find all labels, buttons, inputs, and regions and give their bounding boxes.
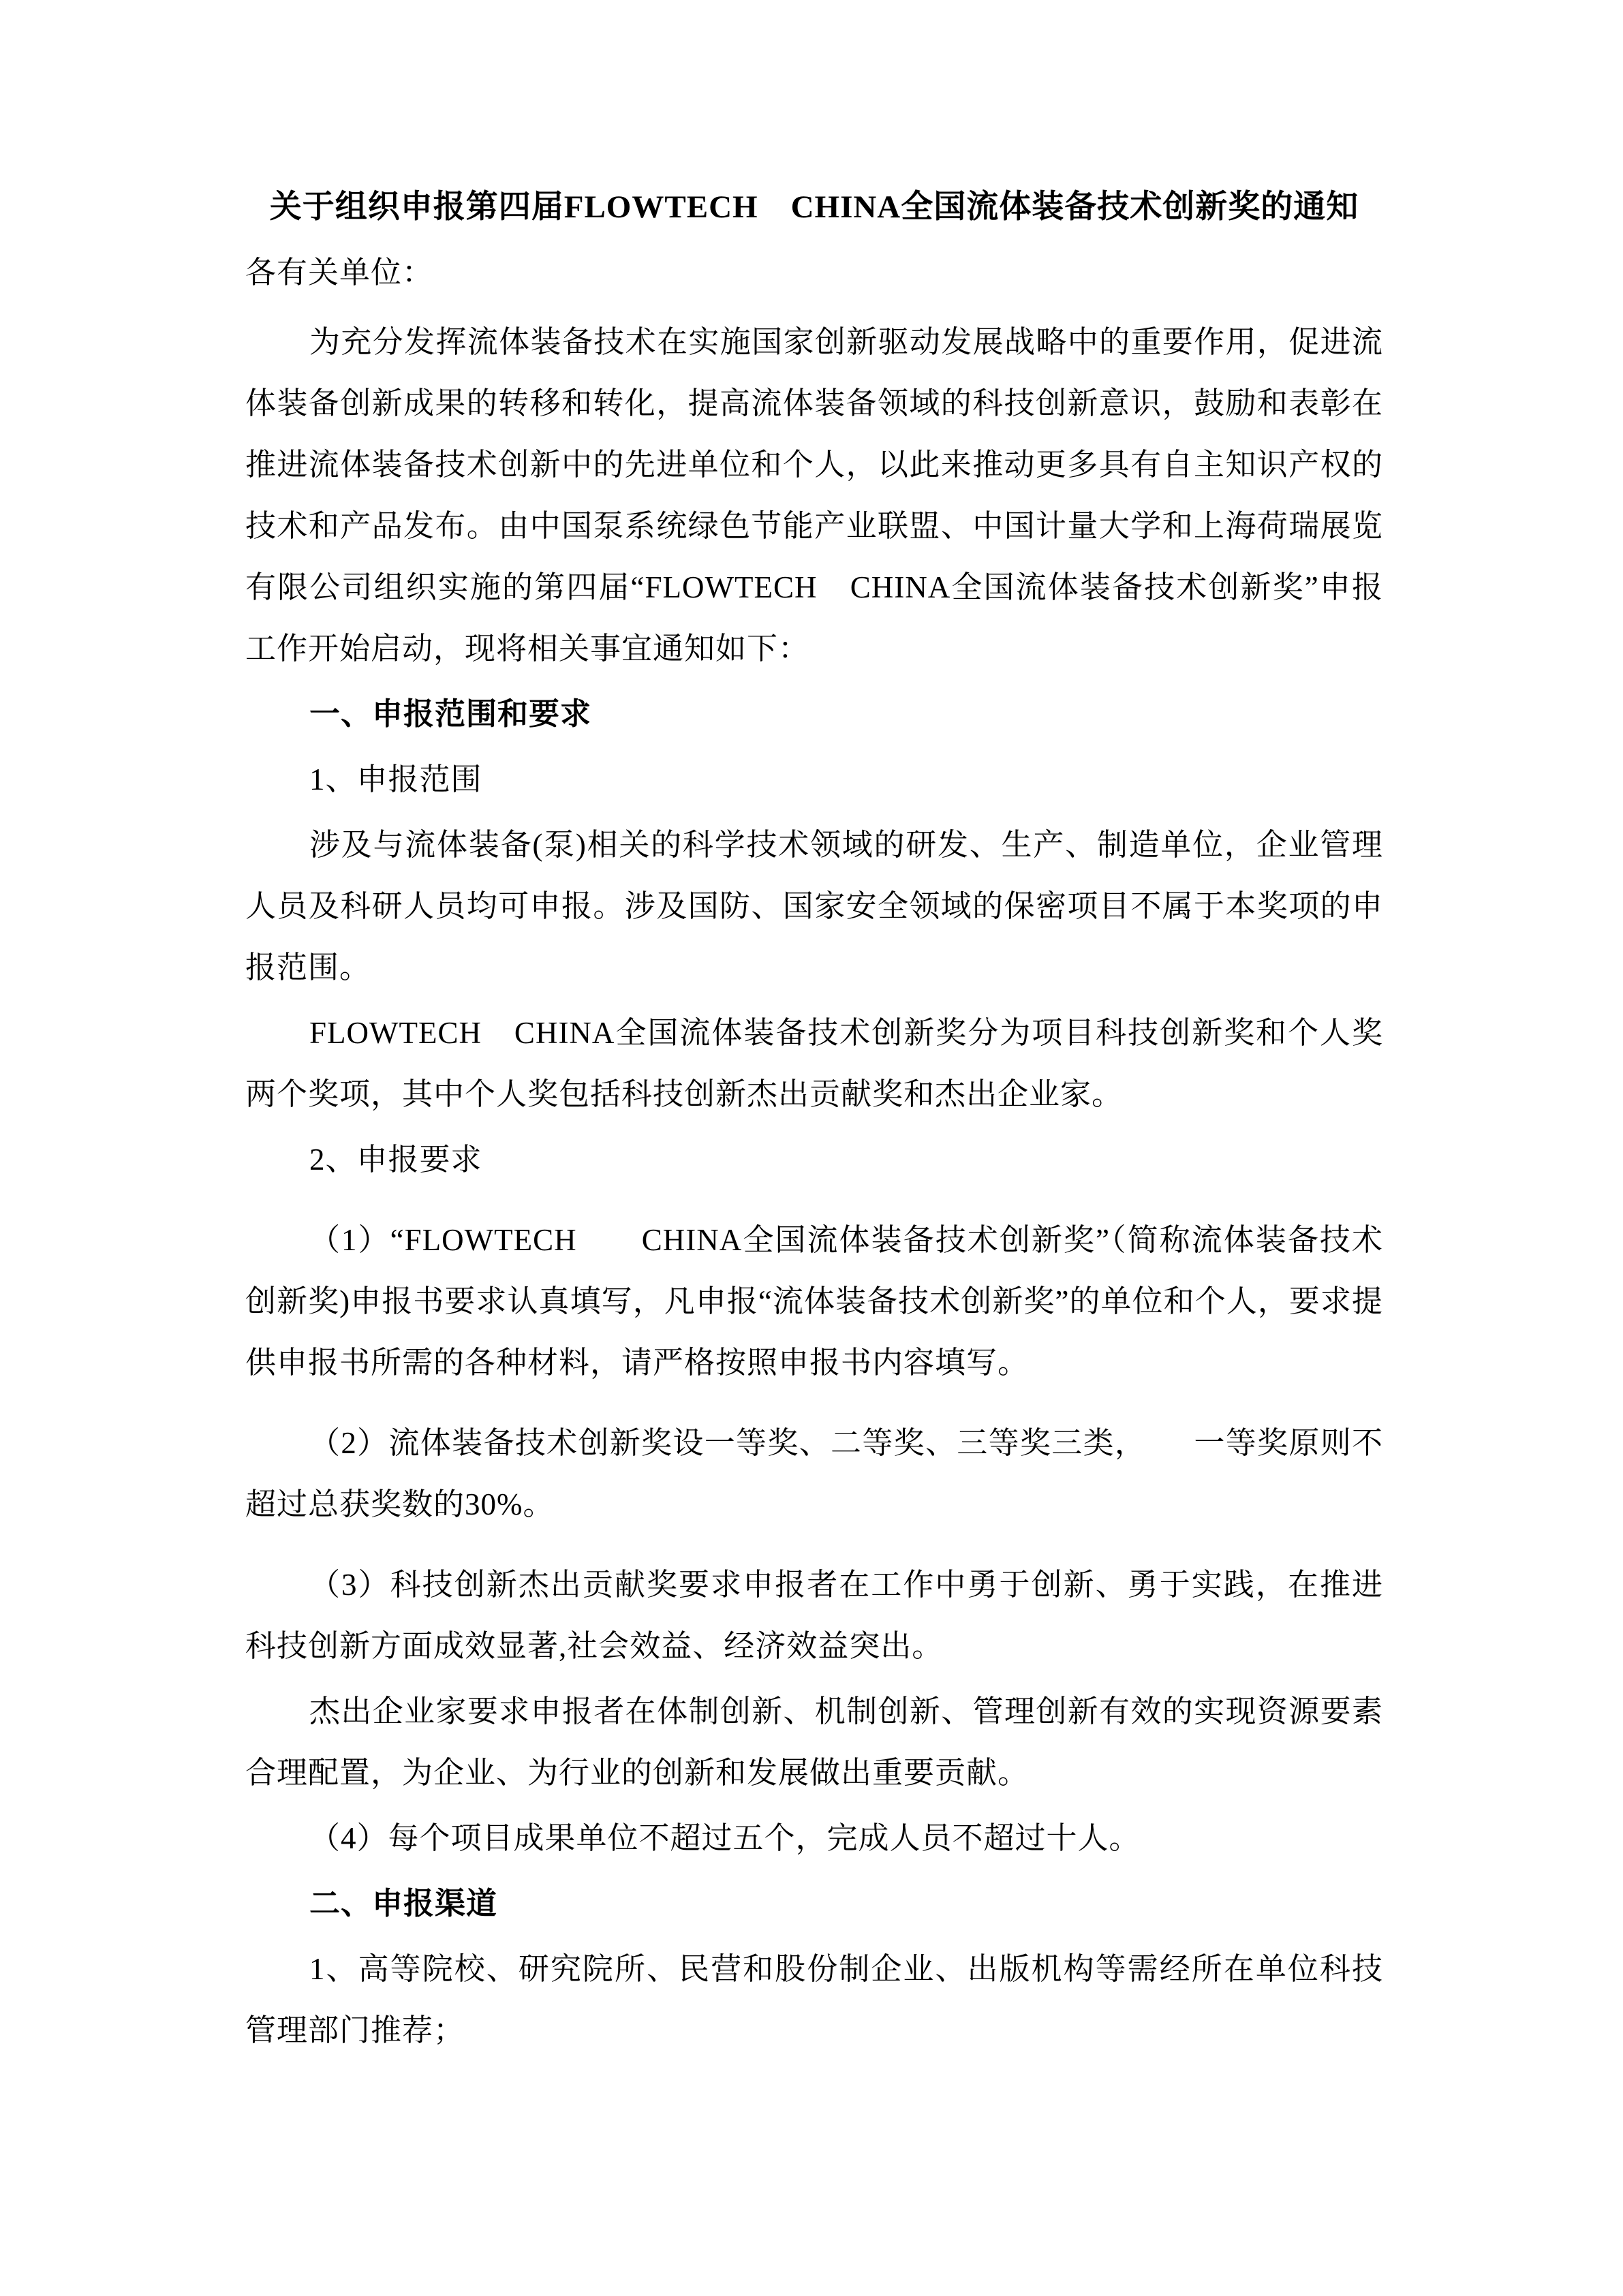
paragraph-scope: 涉及与流体装备(泵)相关的科学技术领域的研发、生产、制造单位，企业管理人员及科研人员均可申报。涉及国防、国家安全领域的保密项目不属于本奖项的申报范围。 <box>245 828 1383 984</box>
document-title: 关于组织申报第四届FLOWTECH CHINA全国流体装备技术创新奖的通知 <box>269 189 1359 225</box>
paragraph-requirement-1: （1）“FLOWTECH CHINA全国流体装备技术创新奖”（简称流体装备技术创新奖)申报书要求认真填写，凡申报“流体装备技术创新奖”的单位和个人，要求提供申报书所需的各种材料，请严格按照申报书内容填写。 <box>245 1223 1383 1380</box>
salutation: 各有关单位： <box>245 255 434 290</box>
paragraph-requirement-3: （3）科技创新杰出贡献奖要求申报者在工作中勇于创新、勇于实践，在推进科技创新方面成效显著,社会效益、经济效益突出。 <box>245 1568 1383 1663</box>
paragraph-intro: 为充分发挥流体装备技术在实施国家创新驱动发展战略中的重要作用，促进流体装备创新成果的转移和转化，提高流体装备领域的科技创新意识，鼓励和表彰在推进流体装备技术创新中的先进单位和个人，以此来推动更多具有自主知识产权的技术和产品发布。由中国泵系统绿色节能产业联盟、中国计量大学和上海荷瑞展览有限公司组织实施的第四届“FLOWTECH CHINA全国流体装备技术创新奖”申报工作开始启动，现将相关事宜通知如下： <box>245 325 1383 666</box>
list-item-1-1-label: 1、申报范围 <box>309 762 482 796</box>
section-heading-1: 一、申报范围和要求 <box>309 697 592 731</box>
section-heading-2: 二、申报渠道 <box>309 1887 498 1921</box>
paragraph-channel-1: 1、高等院校、研究院所、民营和股份制企业、出版机构等需经所在单位科技管理部门推荐； <box>245 1952 1383 2047</box>
paragraph-requirement-2: （2）流体装备技术创新奖设一等奖、二等奖、三等奖三类， 一等奖原则不超过总获奖数的30%。 <box>245 1426 1383 1521</box>
paragraph-requirement-3-entrepreneur: 杰出企业家要求申报者在体制创新、机制创新、管理创新有效的实现资源要素合理配置，为企业、为行业的创新和发展做出重要贡献。 <box>245 1694 1383 1790</box>
paragraph-award-types: FLOWTECH CHINA全国流体装备技术创新奖分为项目科技创新奖和个人奖两个奖项，其中个人奖包括科技创新杰出贡献奖和杰出企业家。 <box>245 1016 1383 1111</box>
list-item-1-2-label: 2、申报要求 <box>309 1143 482 1177</box>
paragraph-requirement-4: （4）每个项目成果单位不超过五个，完成人员不超过十人。 <box>309 1821 1141 1855</box>
